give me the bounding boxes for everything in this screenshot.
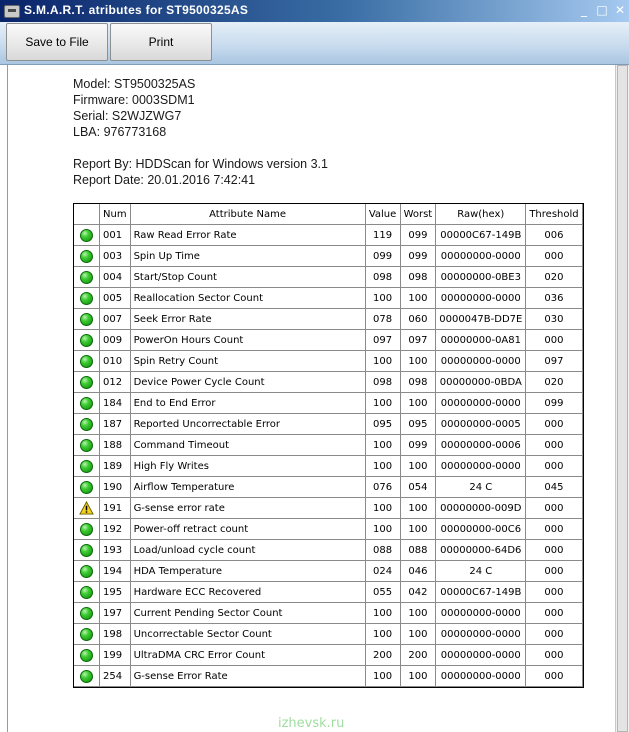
status-column-header — [74, 204, 100, 225]
status-ok-icon — [80, 544, 93, 557]
status-ok-icon — [80, 376, 93, 389]
attribute-name-cell: Device Power Cycle Count — [131, 372, 366, 393]
attribute-name-cell: High Fly Writes — [131, 456, 366, 477]
num-cell: 188 — [100, 435, 131, 456]
attribute-name-cell: Power-off retract count — [131, 519, 366, 540]
value-cell: 100 — [366, 624, 401, 645]
threshold-cell: 000 — [526, 561, 582, 582]
num-cell: 197 — [100, 603, 131, 624]
attribute-name-cell: Command Timeout — [131, 435, 366, 456]
table-row — [74, 582, 583, 603]
num-cell: 194 — [100, 561, 131, 582]
status-cell — [74, 645, 100, 666]
table-row — [74, 435, 583, 456]
num-cell: 003 — [100, 246, 131, 267]
threshold-cell: 000 — [526, 414, 582, 435]
status-cell — [74, 582, 100, 603]
threshold-cell: 000 — [526, 330, 582, 351]
attribute-name-column-header: Attribute Name — [131, 204, 366, 225]
raw-hex-cell: 24 C — [436, 477, 526, 498]
value-cell: 100 — [366, 519, 401, 540]
raw-hex-cell: 00000000-0000 — [436, 351, 526, 372]
worst-cell: 100 — [401, 288, 437, 309]
worst-cell: 099 — [401, 246, 437, 267]
status-ok-icon — [80, 229, 93, 242]
table-row — [74, 309, 583, 330]
attribute-name-cell: Airflow Temperature — [131, 477, 366, 498]
status-cell — [74, 603, 100, 624]
status-cell — [74, 477, 100, 498]
status-ok-icon — [80, 670, 93, 683]
status-cell — [74, 372, 100, 393]
status-cell — [74, 666, 100, 687]
table-row — [74, 561, 583, 582]
status-cell — [74, 330, 100, 351]
raw-hex-cell: 00000000-0BDA — [436, 372, 526, 393]
value-cell: 119 — [366, 225, 401, 246]
attribute-name-cell: Current Pending Sector Count — [131, 603, 366, 624]
status-cell — [74, 225, 100, 246]
attribute-name-cell: Seek Error Rate — [131, 309, 366, 330]
model-line: Model: ST9500325AS — [73, 77, 196, 91]
attribute-name-cell: PowerOn Hours Count — [131, 330, 366, 351]
num-cell: 012 — [100, 372, 131, 393]
value-cell: 100 — [366, 435, 401, 456]
status-ok-icon — [80, 271, 93, 284]
raw-hex-cell: 00000C67-149B — [436, 225, 526, 246]
status-ok-icon — [80, 418, 93, 431]
threshold-column-header: Threshold — [526, 204, 582, 225]
table-row — [74, 351, 583, 372]
scrollbar-thumb[interactable] — [617, 65, 628, 732]
threshold-cell: 000 — [526, 666, 582, 687]
status-ok-icon — [80, 439, 93, 452]
worst-cell: 200 — [401, 645, 437, 666]
status-cell — [74, 351, 100, 372]
save-to-file-button[interactable]: Save to File — [6, 23, 108, 61]
status-ok-icon — [80, 523, 93, 536]
status-cell — [74, 288, 100, 309]
num-cell: 193 — [100, 540, 131, 561]
worst-column-header: Worst — [401, 204, 437, 225]
status-ok-icon — [80, 460, 93, 473]
worst-cell: 100 — [401, 666, 437, 687]
threshold-cell: 000 — [526, 603, 582, 624]
threshold-cell: 030 — [526, 309, 582, 330]
raw-hex-cell: 00000000-0000 — [436, 456, 526, 477]
threshold-cell: 097 — [526, 351, 582, 372]
raw-hex-cell: 00000C67-149B — [436, 582, 526, 603]
report-date-line: Report Date: 20.01.2016 7:42:41 — [73, 173, 256, 187]
raw-hex-cell: 00000000-0BE3 — [436, 267, 526, 288]
value-cell: 100 — [366, 393, 401, 414]
value-cell: 100 — [366, 456, 401, 477]
status-ok-icon — [80, 397, 93, 410]
status-ok-icon — [80, 607, 93, 620]
report-by-line: Report By: HDDScan for Windows version 3.1 — [73, 157, 328, 171]
value-cell: 095 — [366, 414, 401, 435]
status-cell — [74, 393, 100, 414]
table-row — [74, 456, 583, 477]
attribute-name-cell: Start/Stop Count — [131, 267, 366, 288]
num-cell: 010 — [100, 351, 131, 372]
worst-cell: 100 — [401, 456, 437, 477]
threshold-cell: 000 — [526, 435, 582, 456]
worst-cell: 046 — [401, 561, 437, 582]
worst-cell: 088 — [401, 540, 437, 561]
raw-hex-cell: 00000000-0000 — [436, 393, 526, 414]
num-cell: 254 — [100, 666, 131, 687]
attribute-name-cell: End to End Error — [131, 393, 366, 414]
smart-attributes-table — [73, 203, 584, 688]
value-cell: 088 — [366, 540, 401, 561]
worst-cell: 100 — [401, 624, 437, 645]
print-button[interactable]: Print — [110, 23, 212, 61]
threshold-cell: 000 — [526, 624, 582, 645]
title-bar[interactable] — [0, 0, 629, 22]
table-row — [74, 267, 583, 288]
raw-hex-cell: 00000000-00C6 — [436, 519, 526, 540]
value-cell: 100 — [366, 498, 401, 519]
value-cell: 100 — [366, 288, 401, 309]
table-row — [74, 225, 583, 246]
num-cell: 187 — [100, 414, 131, 435]
value-cell: 055 — [366, 582, 401, 603]
status-ok-icon — [80, 250, 93, 263]
status-cell — [74, 456, 100, 477]
value-cell: 097 — [366, 330, 401, 351]
value-cell: 024 — [366, 561, 401, 582]
num-cell: 184 — [100, 393, 131, 414]
threshold-cell: 006 — [526, 225, 582, 246]
raw-hex-cell: 00000000-0000 — [436, 645, 526, 666]
table-row — [74, 666, 583, 687]
table-row — [74, 414, 583, 435]
status-ok-icon — [80, 334, 93, 347]
worst-cell: 100 — [401, 603, 437, 624]
status-ok-icon — [80, 628, 93, 641]
num-cell: 009 — [100, 330, 131, 351]
drive-app-icon — [4, 5, 20, 18]
threshold-cell: 036 — [526, 288, 582, 309]
threshold-cell: 000 — [526, 540, 582, 561]
worst-cell: 100 — [401, 498, 437, 519]
status-ok-icon — [80, 481, 93, 494]
num-column-header: Num — [100, 204, 131, 225]
threshold-cell: 045 — [526, 477, 582, 498]
table-row — [74, 246, 583, 267]
status-ok-icon — [80, 586, 93, 599]
raw-hex-cell: 00000000-0000 — [436, 288, 526, 309]
num-cell: 199 — [100, 645, 131, 666]
status-cell — [74, 309, 100, 330]
threshold-cell: 000 — [526, 246, 582, 267]
raw-hex-cell: 00000000-0000 — [436, 603, 526, 624]
value-column-header: Value — [366, 204, 401, 225]
raw-hex-column-header: Raw(hex) — [436, 204, 526, 225]
value-cell: 200 — [366, 645, 401, 666]
worst-cell: 098 — [401, 372, 437, 393]
worst-cell: 097 — [401, 330, 437, 351]
raw-hex-cell: 00000000-0A81 — [436, 330, 526, 351]
value-cell: 099 — [366, 246, 401, 267]
serial-line: Serial: S2WJZWG7 — [73, 109, 182, 123]
value-cell: 100 — [366, 351, 401, 372]
attribute-name-cell: G-sense error rate — [131, 498, 366, 519]
threshold-cell: 020 — [526, 372, 582, 393]
status-ok-icon — [80, 313, 93, 326]
status-cell — [74, 561, 100, 582]
table-row — [74, 498, 583, 519]
minimize-button[interactable]: _ — [581, 3, 587, 17]
worst-cell: 100 — [401, 519, 437, 540]
worst-cell: 095 — [401, 414, 437, 435]
value-cell: 076 — [366, 477, 401, 498]
table-header-row — [74, 204, 583, 225]
status-ok-icon — [80, 292, 93, 305]
num-cell: 192 — [100, 519, 131, 540]
status-cell — [74, 414, 100, 435]
vertical-scrollbar[interactable] — [615, 65, 629, 732]
status-cell — [74, 267, 100, 288]
value-cell: 078 — [366, 309, 401, 330]
threshold-cell: 000 — [526, 645, 582, 666]
worst-cell: 099 — [401, 435, 437, 456]
raw-hex-cell: 00000000-0000 — [436, 624, 526, 645]
table-row — [74, 330, 583, 351]
num-cell: 190 — [100, 477, 131, 498]
status-ok-icon — [80, 565, 93, 578]
value-cell: 098 — [366, 267, 401, 288]
toolbar — [0, 22, 629, 65]
status-cell — [74, 435, 100, 456]
attribute-name-cell: UltraDMA CRC Error Count — [131, 645, 366, 666]
threshold-cell: 000 — [526, 582, 582, 603]
threshold-cell: 000 — [526, 456, 582, 477]
table-row — [74, 393, 583, 414]
close-button[interactable]: ✕ — [614, 3, 626, 17]
status-cell — [74, 540, 100, 561]
status-ok-icon — [80, 649, 93, 662]
num-cell: 198 — [100, 624, 131, 645]
worst-cell: 098 — [401, 267, 437, 288]
attribute-name-cell: Spin Up Time — [131, 246, 366, 267]
threshold-cell: 000 — [526, 519, 582, 540]
threshold-cell: 099 — [526, 393, 582, 414]
attribute-name-cell: Spin Retry Count — [131, 351, 366, 372]
raw-hex-cell: 00000000-009D — [436, 498, 526, 519]
value-cell: 098 — [366, 372, 401, 393]
worst-cell: 100 — [401, 393, 437, 414]
table-row — [74, 603, 583, 624]
maximize-button[interactable]: □ — [596, 3, 608, 17]
raw-hex-cell: 00000000-0000 — [436, 246, 526, 267]
attribute-name-cell: Reallocation Sector Count — [131, 288, 366, 309]
worst-cell: 060 — [401, 309, 437, 330]
raw-hex-cell: 00000000-0005 — [436, 414, 526, 435]
lba-line: LBA: 976773168 — [73, 125, 167, 139]
status-ok-icon — [80, 355, 93, 368]
worst-cell: 054 — [401, 477, 437, 498]
num-cell: 007 — [100, 309, 131, 330]
firmware-line: Firmware: 0003SDM1 — [73, 93, 195, 107]
status-cell — [74, 246, 100, 267]
raw-hex-cell: 00000000-64D6 — [436, 540, 526, 561]
table-row — [74, 624, 583, 645]
status-cell — [74, 498, 100, 519]
raw-hex-cell: 00000000-0000 — [436, 666, 526, 687]
window-title: S.M.A.R.T. atributes for ST9500325AS — [24, 3, 249, 17]
threshold-cell: 020 — [526, 267, 582, 288]
attribute-name-cell: HDA Temperature — [131, 561, 366, 582]
table-row — [74, 477, 583, 498]
table-row — [74, 372, 583, 393]
raw-hex-cell: 0000047B-DD7E — [436, 309, 526, 330]
warning-icon — [79, 501, 94, 515]
attribute-name-cell: Raw Read Error Rate — [131, 225, 366, 246]
num-cell: 189 — [100, 456, 131, 477]
attribute-name-cell: Reported Uncorrectable Error — [131, 414, 366, 435]
attribute-name-cell: Hardware ECC Recovered — [131, 582, 366, 603]
worst-cell: 099 — [401, 225, 437, 246]
num-cell: 004 — [100, 267, 131, 288]
watermark: izhevsk.ru — [278, 716, 345, 731]
worst-cell: 100 — [401, 351, 437, 372]
attribute-name-cell: Uncorrectable Sector Count — [131, 624, 366, 645]
status-cell — [74, 519, 100, 540]
raw-hex-cell: 24 C — [436, 561, 526, 582]
table-row — [74, 519, 583, 540]
attribute-name-cell: Load/unload cycle count — [131, 540, 366, 561]
attribute-name-cell: G-sense Error Rate — [131, 666, 366, 687]
raw-hex-cell: 00000000-0006 — [436, 435, 526, 456]
table-row — [74, 288, 583, 309]
status-cell — [74, 624, 100, 645]
value-cell: 100 — [366, 603, 401, 624]
num-cell: 191 — [100, 498, 131, 519]
value-cell: 100 — [366, 666, 401, 687]
num-cell: 005 — [100, 288, 131, 309]
table-row — [74, 540, 583, 561]
num-cell: 001 — [100, 225, 131, 246]
table-row — [74, 645, 583, 666]
worst-cell: 042 — [401, 582, 437, 603]
threshold-cell: 000 — [526, 498, 582, 519]
num-cell: 195 — [100, 582, 131, 603]
